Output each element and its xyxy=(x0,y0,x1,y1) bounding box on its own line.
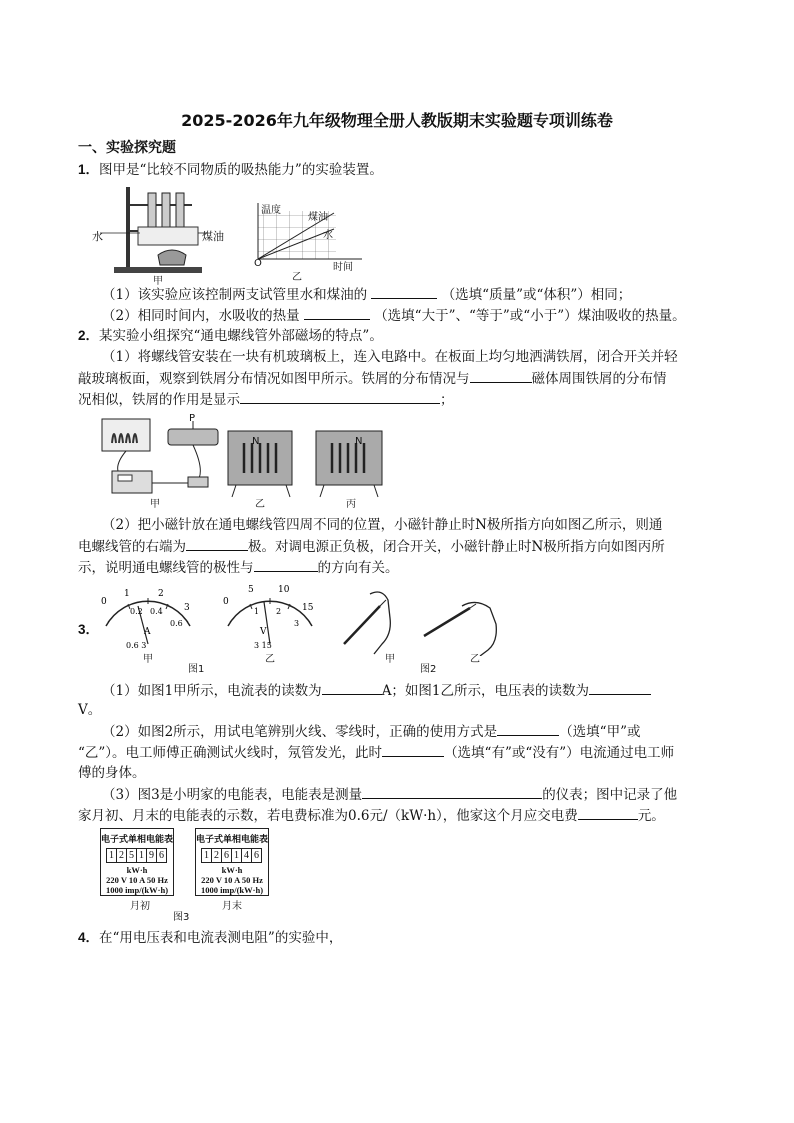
q3-voltmeter xyxy=(220,582,320,660)
q2-blank-2[interactable] xyxy=(240,389,440,404)
energy-meter-start xyxy=(100,828,174,896)
voltmeter-tick-3: 3 xyxy=(294,619,300,628)
voltmeter-tick-10: 10 xyxy=(278,585,290,595)
q3-blank-3[interactable] xyxy=(497,721,559,736)
q2-solenoid-figures xyxy=(96,413,396,505)
ammeter-tick-2: 2 xyxy=(158,589,164,599)
paper-title: 2025-2026年九年级物理全册人教版期末实验题专项训练卷 xyxy=(181,111,613,130)
q3-test-pen-figure xyxy=(340,584,510,656)
meter-unit: kW·h xyxy=(221,865,243,875)
q1-number: 1． xyxy=(78,162,100,177)
q1-label-jia: 甲 xyxy=(153,276,163,287)
ammeter-tick-1: 1 xyxy=(124,589,130,599)
q2-part2-line1: （2）把小磁针放在通电螺线管四周不同的位置，小磁针静止时N极所指方向如图乙所示，则通 xyxy=(102,517,663,533)
q3-part2-line1: （2）如图2所示，用试电笔辨别火线、零线时，正确的使用方式是 （选填“甲”或 xyxy=(102,721,641,742)
q3-part3-line2: 家月初、月末的电能表的示数，若电费标准为0.6元/（kW·h），他家这个月应交电费 元。 xyxy=(78,805,665,826)
q2-stem: 2．某实验小组探究“通电螺线管外部磁场的特点”。 xyxy=(78,328,383,344)
q2-label-jia: 甲 xyxy=(150,499,160,510)
q2-part2-line2: 电螺线管的右端为 极。对调电源正负极，闭合开关，小磁针静止时N极所指方向如图丙所 xyxy=(78,536,665,557)
q2-label-n1: N xyxy=(252,436,260,447)
voltmeter-tick-1: 1 xyxy=(254,607,260,616)
q1-label-water: 水 xyxy=(92,230,103,243)
q3-fig3-caption: 图3 xyxy=(173,912,190,923)
q2-label-p: P xyxy=(189,413,196,424)
q3-fig2-yi: 乙 xyxy=(470,654,480,665)
q2-label-bing: 丙 xyxy=(346,499,356,510)
energy-meter-end xyxy=(195,828,269,896)
ammeter-tick-06: 0.6 xyxy=(170,619,183,628)
q1-graph-origin: O xyxy=(254,258,262,269)
meter-spec1: 220 V 10 A 50 Hz xyxy=(106,875,168,885)
q1-graph-yi-label: 乙 xyxy=(292,272,302,283)
q1-label-kerosene: 煤油 xyxy=(202,230,224,243)
q3-fig1-yi: 乙 xyxy=(265,654,275,665)
q3-blank-4[interactable] xyxy=(382,742,444,757)
q3-blank-6[interactable] xyxy=(578,805,638,820)
voltmeter-tick-5: 5 xyxy=(248,585,254,595)
voltmeter-tick-2: 2 xyxy=(276,607,282,616)
q2-blank-1[interactable] xyxy=(470,368,532,383)
voltmeter-unit: V xyxy=(260,627,267,637)
q3-part2-line3: 傅的身体。 xyxy=(78,765,146,781)
ammeter-tick-3: 3 xyxy=(184,603,190,613)
voltmeter-tick-15: 15 xyxy=(302,603,314,613)
ammeter-unit: A xyxy=(144,627,151,637)
q1-blank-1[interactable] xyxy=(371,284,437,299)
q1-stem-text: 图甲是“比较不同物质的吸热能力”的实验装置。 xyxy=(99,162,383,178)
q1-part2: （2）相同时间内，水吸收的热量 （选填“大于”、“等于”或“小于”）煤油吸收的热量。 xyxy=(102,305,686,326)
q4-stem: 4．在“用电压表和电流表测电阻”的实验中， xyxy=(78,930,343,946)
ammeter-tick-04: 0.4 xyxy=(150,607,163,616)
meter-end-label: 月末 xyxy=(222,901,242,912)
q1-graph-water-label: 水 xyxy=(323,230,333,241)
q1-graph-xaxis-label: 时间 xyxy=(333,262,353,273)
meter-title: 电子式单相电能表 xyxy=(196,834,269,844)
meter-start-digits: 1 2 5 1 9 6 xyxy=(101,848,173,863)
section-heading: 一、实验探究题 xyxy=(78,140,176,156)
q3-number: 3． xyxy=(78,622,100,637)
q2-label-yi: 乙 xyxy=(255,499,265,510)
q2-part1-line3: 况相似，铁屑的作用是显示 ； xyxy=(78,389,454,410)
q3-fig2-jia: 甲 xyxy=(385,654,395,665)
q3-blank-1[interactable] xyxy=(322,680,382,695)
ammeter-terminals: 0.6 3 xyxy=(126,641,147,650)
meter-spec1: 220 V 10 A 50 Hz xyxy=(201,875,263,885)
q3-part2-line2: “乙”）。电工师傅正确测试火线时，氖管发光，此时 （选填“有”或“没有”）电流通过电工师 xyxy=(78,742,674,763)
q3-part1: （1）如图1甲所示，电流表的读数为 A；如图1乙所示，电压表的读数为 xyxy=(102,680,651,701)
q2-part1-line2: 敲玻璃板面，观察到铁屑分布情况如图甲所示。铁屑的分布情况与 磁体周围铁屑的分布情 xyxy=(78,368,667,389)
voltmeter-terminals: 3 15 xyxy=(254,641,272,650)
meter-end-digits: 1 2 6 1 4 6 xyxy=(196,848,268,863)
meter-start-label: 月初 xyxy=(130,901,150,912)
q3-blank-2[interactable] xyxy=(589,680,651,695)
meter-spec2: 1000 imp/(kW·h) xyxy=(200,885,264,895)
q3-fig1-caption: 图1 xyxy=(188,664,205,675)
q3-fig2-caption: 图2 xyxy=(420,664,437,675)
q2-part1-line1: （1）将螺线管安装在一块有机玻璃板上，连入电路中。在板面上均匀地洒满铁屑，闭合开关并轻 xyxy=(102,349,678,365)
q2-part2-line3: 示，说明通电螺线管的极性与 的方向有关。 xyxy=(78,557,399,578)
q3-ammeter xyxy=(98,582,198,660)
q1-blank-2[interactable] xyxy=(304,305,370,320)
meter-title: 电子式单相电能表 xyxy=(101,834,174,844)
q3-part1-unit: V。 xyxy=(78,702,102,718)
ammeter-tick-02: 0.2 xyxy=(130,607,143,616)
q3-blank-5[interactable] xyxy=(362,784,542,799)
q2-blank-3[interactable] xyxy=(186,536,248,551)
voltmeter-tick-0: 0 xyxy=(223,597,229,607)
q1-part1: （1）该实验应该控制两支试管里水和煤油的 （选填“质量”或“体积”）相同； xyxy=(102,284,631,305)
q3-fig1-jia: 甲 xyxy=(143,654,153,665)
ammeter-tick-0: 0 xyxy=(101,597,107,607)
meter-spec2: 1000 imp/(kW·h) xyxy=(105,885,169,895)
q1-stem xyxy=(78,160,383,180)
q2-blank-4[interactable] xyxy=(254,557,318,572)
q2-label-n2: N xyxy=(355,436,363,447)
q1-graph-kerosene-label: 煤油 xyxy=(308,212,328,223)
q3-part3-line1: （3）图3是小明家的电能表，电能表是测量 的仪表；图中记录了他 xyxy=(102,784,677,805)
meter-unit: kW·h xyxy=(126,865,148,875)
q1-graph-yaxis-label: 温度 xyxy=(261,205,281,216)
